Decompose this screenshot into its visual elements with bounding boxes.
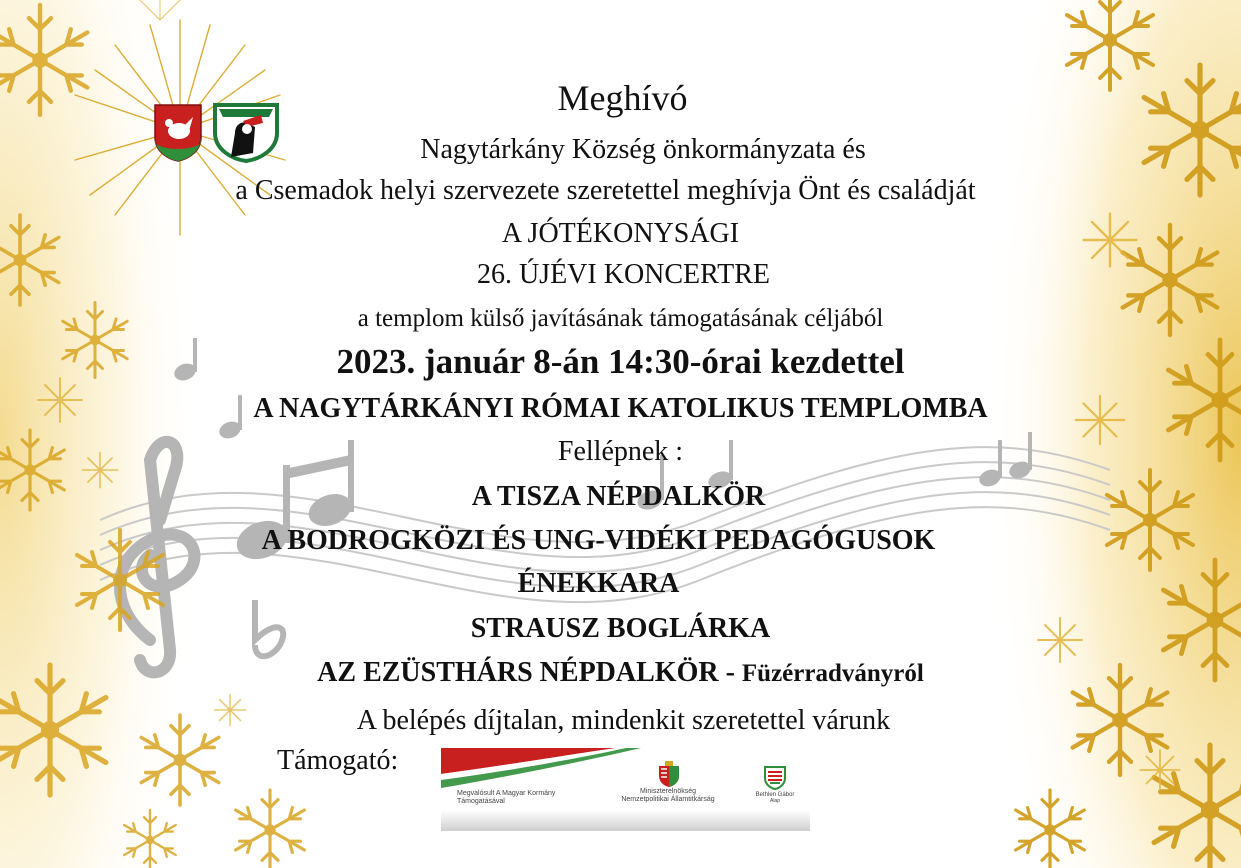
performer-4-separator: - <box>718 657 742 688</box>
sponsor-banner <box>441 748 810 831</box>
purpose-line: a templom külső javításának támogatásának céljából <box>357 305 884 332</box>
hosts-line-2: a Csemadok helyi szervezete szeretettel meghívja Önt és családját <box>235 175 976 206</box>
performer-2: A BODROGKÖZI ÉS UNG-VIDÉKI PEDAGÓGUSOK <box>261 525 936 556</box>
performer-1: A TISZA NÉPDALKÖR <box>471 481 766 512</box>
performer-4-name: AZ EZÜSTHÁRS NÉPDALKÖR <box>317 657 719 688</box>
event-venue: A NAGYTÁRKÁNYI RÓMAI KATOLIKUS TEMPLOMBA <box>253 393 988 424</box>
hungarian-coat-of-arms-icon <box>658 761 680 787</box>
banner-right-line-2: Alap <box>769 798 780 804</box>
event-line-1: A JÓTÉKONYSÁGI <box>501 218 740 249</box>
performers-heading: Fellépnek : <box>557 436 684 467</box>
banner-left-line-2: Támogatásával <box>457 798 505 805</box>
banner-middle-line-1: Miniszterelnökség <box>639 788 697 795</box>
supporter-label: Támogató: <box>277 745 399 776</box>
event-line-2: 26. ÚJÉVI KONCERTRE <box>476 259 771 290</box>
performer-3: STRAUSZ BOGLÁRKA <box>470 613 771 644</box>
banner-right-line-1: Bethlen Gábor <box>755 792 795 798</box>
snowflake-icon <box>1140 750 1180 790</box>
hosts-line-1: Nagytárkány Község önkormányzata és <box>420 134 866 165</box>
performer-2-cont: ÉNEKKARA <box>517 568 680 599</box>
banner-left-line-1: Megvalósult A Magyar Kormány <box>457 790 556 797</box>
invitation-title: Meghívó <box>557 78 688 118</box>
bethlen-gabor-logo-icon <box>764 764 786 790</box>
entry-note: A belépés díjtalan, mindenkit szeretettel várunk <box>356 705 891 736</box>
event-datetime: 2023. január 8-án 14:30-órai kezdettel <box>336 342 905 381</box>
performer-4-origin: Füzérradványról <box>741 660 924 687</box>
performer-4 <box>0 659 1241 687</box>
snowflake-icon <box>236 790 305 868</box>
banner-middle-line-2: Nemzetpolitikai Államtitkárság <box>621 796 715 803</box>
